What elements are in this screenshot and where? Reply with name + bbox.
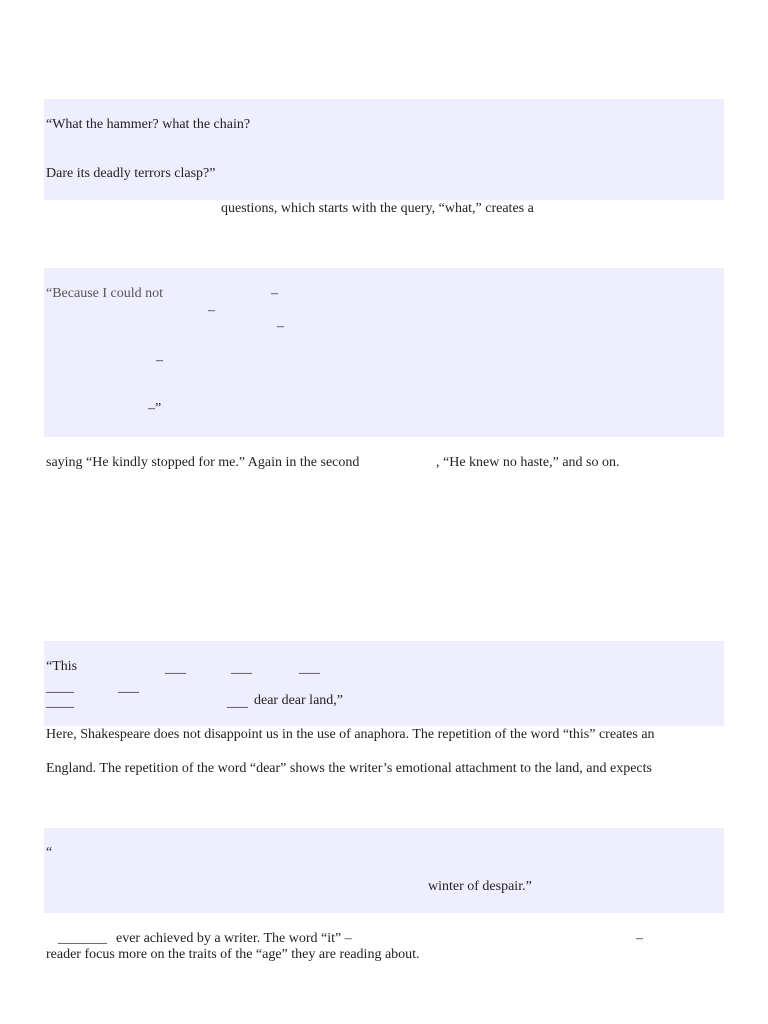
shakespeare-blank-5: ___: [118, 680, 139, 695]
shakespeare-quote-end: dear dear land,”: [254, 693, 343, 708]
dickinson-dash-2: –: [208, 303, 215, 318]
shakespeare-blank-7: ___: [227, 695, 248, 710]
dickinson-dash-4: –: [156, 353, 163, 368]
dickens-commentary-dash: –: [636, 931, 643, 946]
shakespeare-blank-2: ___: [231, 661, 252, 676]
dickinson-dash-1: –: [271, 286, 278, 301]
blake-commentary: questions, which starts with the query, “what,” creates a: [221, 201, 534, 216]
shakespeare-blank-3: ___: [299, 661, 320, 676]
quote-box-shakespeare: [44, 641, 724, 726]
dickinson-dash-3: –: [277, 319, 284, 334]
blake-quote-line-1: “What the hammer? what the chain?: [46, 117, 251, 132]
dickens-commentary-line-2: reader focus more on the traits of the “age” they are reading about.: [46, 947, 420, 962]
dickens-quote-end: winter of despair.”: [428, 879, 532, 894]
dickinson-quote-line-1: “Because I could not: [46, 286, 164, 301]
blake-quote-line-2: Dare its deadly terrors clasp?”: [46, 166, 216, 181]
dickens-commentary-line-1: ever achieved by a writer. The word “it” –: [116, 931, 352, 946]
shakespeare-blank-6: ____: [46, 695, 74, 710]
shakespeare-blank-4: ____: [46, 680, 74, 695]
shakespeare-commentary-line-1: Here, Shakespeare does not disappoint us in the use of anaphora. The repetition of the word “this” creates an: [46, 727, 655, 742]
dickinson-commentary-start: saying “He kindly stopped for me.” Again in the second: [46, 455, 360, 470]
dickinson-quote-end: –”: [148, 401, 162, 416]
dickens-blank: _______: [58, 931, 107, 946]
quote-box-blake: [44, 99, 724, 200]
dickinson-commentary-end: , “He knew no haste,” and so on.: [436, 455, 620, 470]
quote-box-dickens: [44, 828, 724, 913]
shakespeare-blank-1: ___: [165, 661, 186, 676]
shakespeare-quote-line-1: “This: [46, 659, 78, 674]
shakespeare-commentary-line-2: England. The repetition of the word “dear” shows the writer’s emotional attachment to the land, and expects: [46, 761, 652, 776]
dickens-open-quote: “: [46, 845, 53, 860]
